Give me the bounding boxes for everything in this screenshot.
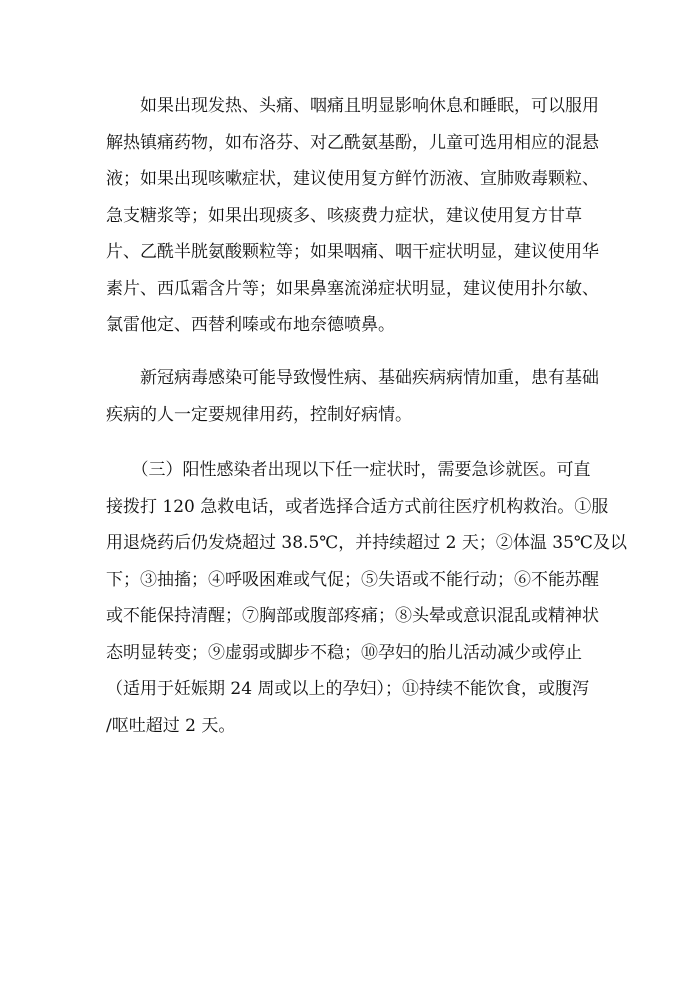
text-line: 或不能保持清醒；⑦胸部或腹部疼痛；⑧头晕或意识混乱或精神状 [106,606,599,626]
text-line: 接拨打 120 急救电话，或者选择合适方式前往医疗机构救治。①服 [106,496,609,517]
text-line: 疾病的人一定要规律用药，控制好病情。 [106,404,412,425]
text-line: （适用于妊娠期 24 周或以上的孕妇）；⑪持续不能饮食，或腹泻 [106,679,589,699]
text-line: 素片、西瓜霜含片等；如果鼻塞流涕症状明显，建议使用扑尔敏、 [106,278,599,299]
text-line: 用退烧药后仍发烧超过 38.5℃，并持续超过 2 天；②体温 35℃及以 [106,533,627,553]
paragraph-emergency-symptoms [106,452,627,744]
text-line: 如果出现发热、头痛、咽痛且明显影响休息和睡眠，可以服用 [106,96,599,116]
text-line: 片、乙酰半胱氨酸颗粒等；如果咽痛、咽干症状明显，建议使用华 [106,242,599,262]
paragraph-medication-advice [106,88,601,344]
text-line: 解热镇痛药物，如布洛芬、对乙酰氨基酚，儿童可选用相应的混悬 [106,132,599,153]
text-line: 下；③抽搐；④呼吸困难或气促；⑤失语或不能行动；⑥不能苏醒 [106,569,599,590]
paragraph-chronic-disease [106,360,601,433]
text-line: 液；如果出现咳嗽症状，建议使用复方鲜竹沥液、宣肺败毒颗粒、 [106,169,599,189]
text-line: （三）阳性感染者出现以下任一症状时，需要急诊就医。可直 [106,460,591,480]
text-line: 急支糖浆等；如果出现痰多、咳痰费力症状，建议使用复方甘草 [106,205,582,226]
text-line: 态明显转变；⑨虚弱或脚步不稳；⑩孕妇的胎儿活动减少或停止 [106,642,582,663]
text-line: 氯雷他定、西替利嗪或布地奈德喷鼻。 [106,315,395,335]
text-line: 新冠病毒感染可能导致慢性病、基础疾病病情加重，患有基础 [106,368,599,388]
text-line: /呕吐超过 2 天。 [106,715,236,736]
